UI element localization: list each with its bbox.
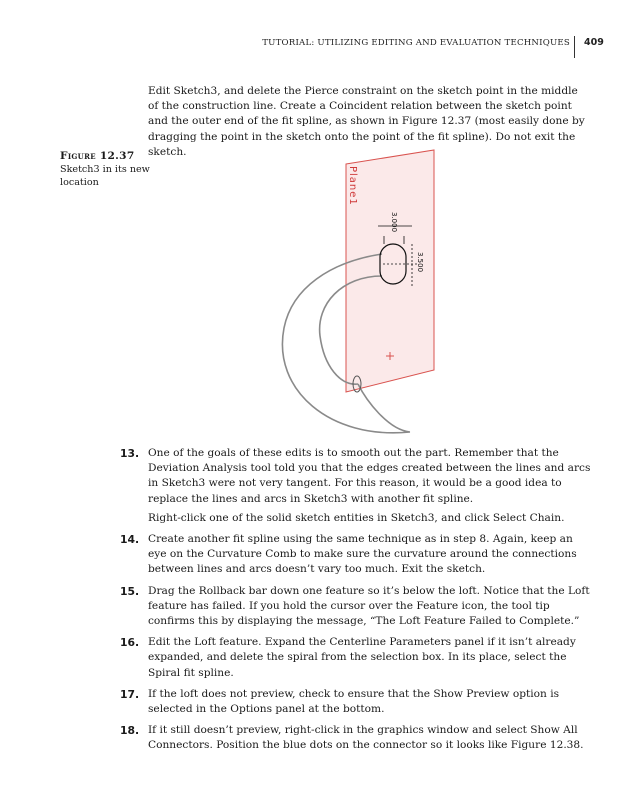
step-extra-text: Right-click one of the solid sketch entities in Sketch3, and click Select Chain. (148, 511, 565, 524)
page-number: 409 (584, 37, 604, 48)
figure-12-37-illustration (270, 140, 450, 440)
step-18 (120, 723, 592, 753)
step-text: Drag the Rollback bar down one feature so it’s below the loft. Notice that the Loft feature has failed. If you hold the cursor over the Feature icon, the tool tip confirms this by displaying the message, “The Loft Feature Failed to Complete.” (148, 584, 590, 628)
figure-caption (60, 150, 150, 189)
figure-label: Figure 12.37 (60, 150, 135, 162)
step-text: If the loft does not preview, check to ensure that the Show Preview option is selected in the Options panel at the bottom. (148, 687, 560, 716)
step-16 (120, 635, 592, 681)
dimension-height: 3.500 (416, 252, 424, 273)
step-list (120, 446, 592, 760)
step-15 (120, 584, 592, 630)
page-header (0, 36, 636, 56)
dimension-width: 3.000 (390, 212, 398, 233)
step-number: 18. (120, 724, 140, 738)
step-13 (120, 446, 592, 526)
step-number: 15. (120, 584, 140, 598)
step-number: 14. (120, 533, 140, 547)
running-header-title: TUTORIAL: UTILIZING EDITING AND EVALUATION TECHNIQUES (262, 38, 570, 48)
step-14 (120, 532, 592, 578)
step-number: 16. (120, 636, 140, 650)
step-text: Edit the Loft feature. Expand the Centerline Parameters panel if it isn’t already expanded, and delete the spiral from the selection box. In its place, select the Spiral fit spline. (148, 636, 576, 679)
step-number: 13. (120, 447, 140, 460)
step-text: If it still doesn’t preview, right-click in the graphics window and select Show All Connectors. Position the blue dots on the connector so it looks like Figure 12.38. (148, 724, 584, 752)
intro-paragraph: Edit Sketch3, and delete the Pierce constraint on the sketch point in the middle of the construction line. Create a Coincident relation between the sketch point and the outer end of the fit spline, as shown in Figure 12.37 (most easily done by dragging the point in the sketch onto the point of the fit spline). Do not exit the sketch. (148, 85, 585, 158)
step-text: Create another fit spline using the same technique as in step 8. Again, keep an eye on the Curvature Comb to make sure the curvature around the connections between lines and arcs doesn’t vary too much. Exit the sketch. (148, 533, 577, 576)
plane-label: Plane1 (347, 166, 358, 206)
step-number: 17. (120, 687, 140, 701)
header-divider (574, 36, 575, 58)
step-text: One of the goals of these edits is to smooth out the part. Remember that the Deviation Analysis tool told you that the edges created between the lines and arcs in Sketch3 were not very tangent. For this reason, it would be a good idea to replace the lines and arcs in Sketch3 with another fit spline. (148, 447, 591, 505)
figure-caption-text: Sketch3 in its new location (60, 164, 150, 188)
step-17 (120, 687, 592, 717)
